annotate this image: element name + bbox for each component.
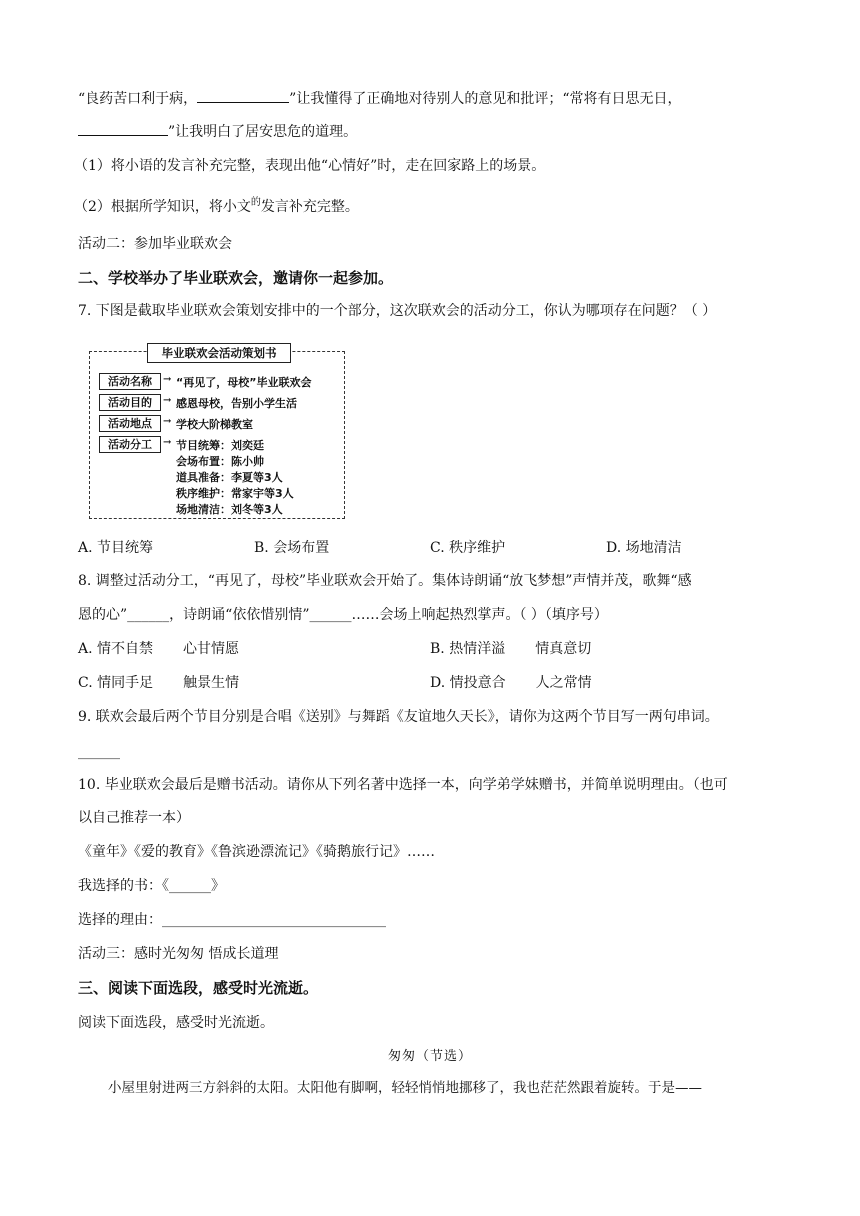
figure-extra-4: 场地清洁：刘冬等3人 xyxy=(176,503,283,516)
arrow-icon: → xyxy=(163,416,172,427)
activity3-heading: 活动三：感时光匆匆 悟成长道理 xyxy=(78,946,279,962)
read-intro: 阅读下面选段，感受时光流逝。 xyxy=(78,1015,274,1031)
arrow-icon: → xyxy=(163,395,172,406)
q6-line2 xyxy=(78,121,357,142)
figure-extra-3: 秩序维护：常家宇等3人 xyxy=(176,487,294,500)
q10-line1: 10. 毕业联欢会最后是赠书活动。请你从下列名著中选择一本，向学弟学妹赠书，并简单说明理由。（也可 xyxy=(78,777,728,793)
q7-option-a[interactable]: A. 节目统筹 xyxy=(78,540,154,556)
activity2-heading: 活动二：参加毕业联欢会 xyxy=(78,236,232,252)
q7-option-c[interactable]: C. 秩序维护 xyxy=(430,540,506,556)
q8-option-b[interactable] xyxy=(430,639,591,659)
arrow-icon: → xyxy=(163,437,172,448)
q6-sub2-part-b: 发言补充完整。 xyxy=(260,199,359,215)
figure-value-place: 学校大阶梯教室 xyxy=(176,418,253,431)
q6-sub2 xyxy=(74,197,359,219)
option-label: B. 热情洋溢 xyxy=(430,641,506,657)
q10-reason[interactable]: 选择的理由：________________________________ xyxy=(78,912,386,928)
option-second-word: 人之常情 xyxy=(535,675,592,691)
passage-title: 匆匆（节选） xyxy=(387,1049,472,1064)
q8-line2: 恩的心”______，诗朗诵“依依惜别情”______……会场上响起热烈掌声。（ ）（填序号） xyxy=(78,607,608,623)
q10-books: 《童年》《爱的教育》《鲁滨逊漂流记》《骑鹅旅行记》…… xyxy=(78,844,435,860)
figure-value-purpose: 感恩母校，告别小学生活 xyxy=(176,397,297,410)
option-second-word: 触景生情 xyxy=(183,675,240,691)
option-label: A. 情不自禁 xyxy=(78,641,154,657)
passage-line1: 小屋里射进两三方斜斜的太阳。太阳他有脚啊，轻轻悄悄地挪移了，我也茫茫然跟着旋转。于是—— xyxy=(108,1080,702,1096)
q8-option-c[interactable] xyxy=(78,673,239,693)
q6-sub2-part-a: （2）根据所学知识，将小文 xyxy=(74,199,251,215)
figure-label-division: 活动分工 xyxy=(99,436,161,453)
figure-label-place: 活动地点 xyxy=(99,415,161,432)
figure-title: 毕业联欢会活动策划书 xyxy=(147,343,291,363)
q6-line1 xyxy=(78,88,682,109)
fill-blank[interactable] xyxy=(197,88,289,103)
q6-line2-part-b: ”让我明白了居安思危的道理。 xyxy=(168,124,358,140)
option-label: D. 情投意合 xyxy=(430,675,506,691)
q8-option-a[interactable] xyxy=(78,639,239,659)
fill-blank[interactable] xyxy=(78,121,168,136)
q9-answer-blank[interactable]: ______ xyxy=(78,744,120,760)
q7-option-d[interactable]: D. 场地清洁 xyxy=(606,540,682,556)
arrow-icon: → xyxy=(163,374,172,385)
q8-option-d[interactable] xyxy=(430,673,592,693)
q10-line2: 以自己推荐一本） xyxy=(78,810,190,826)
figure-value-name: “再见了，母校”毕业联欢会 xyxy=(176,376,312,389)
q8-line1: 8. 调整过活动分工，“再见了，母校”毕业联欢会开始了。集体诗朗诵“放飞梦想”声情并茂，歌舞“感 xyxy=(78,573,692,589)
option-second-word: 情真意切 xyxy=(535,641,592,657)
q6-line1-part-b: ”让我懂得了正确地对待别人的意见和批评；“常将有日思无日， xyxy=(289,91,682,107)
section2-heading: 二、学校举办了毕业联欢会，邀请你一起参加。 xyxy=(78,269,394,287)
q6-line1-part-a: “良药苦口利于病， xyxy=(78,91,198,107)
figure-label-purpose: 活动目的 xyxy=(99,394,161,411)
q6-sub1: （1）将小语的发言补充完整，表现出他“心情好”时，走在回家路上的场景。 xyxy=(74,158,546,174)
q9-stem: 9. 联欢会最后两个节目分别是合唱《送别》与舞蹈《友谊地久天长》，请你为这两个节目写一两句串词。 xyxy=(78,709,719,725)
section3-heading: 三、阅读下面选段，感受时光流逝。 xyxy=(78,979,319,997)
figure-extra-2: 道具准备：李夏等3人 xyxy=(176,471,283,484)
q10-choice[interactable]: 我选择的书：《______》 xyxy=(78,878,225,894)
option-second-word: 心甘情愿 xyxy=(183,641,240,657)
figure-label-name: 活动名称 xyxy=(99,373,161,390)
option-label: C. 情同手足 xyxy=(78,675,154,691)
q6-sub2-sup: 的 xyxy=(250,197,261,208)
q7-stem: 7. 下图是截取毕业联欢会策划安排中的一个部分，这次联欢会的活动分工，你认为哪项存在问题？（ ） xyxy=(78,303,717,319)
figure-extra-1: 会场布置：陈小帅 xyxy=(176,455,264,468)
q7-option-b[interactable]: B. 会场布置 xyxy=(254,540,330,556)
figure-value-division: 节目统筹：刘奕廷 xyxy=(176,439,264,452)
activity-plan-figure xyxy=(89,333,345,519)
